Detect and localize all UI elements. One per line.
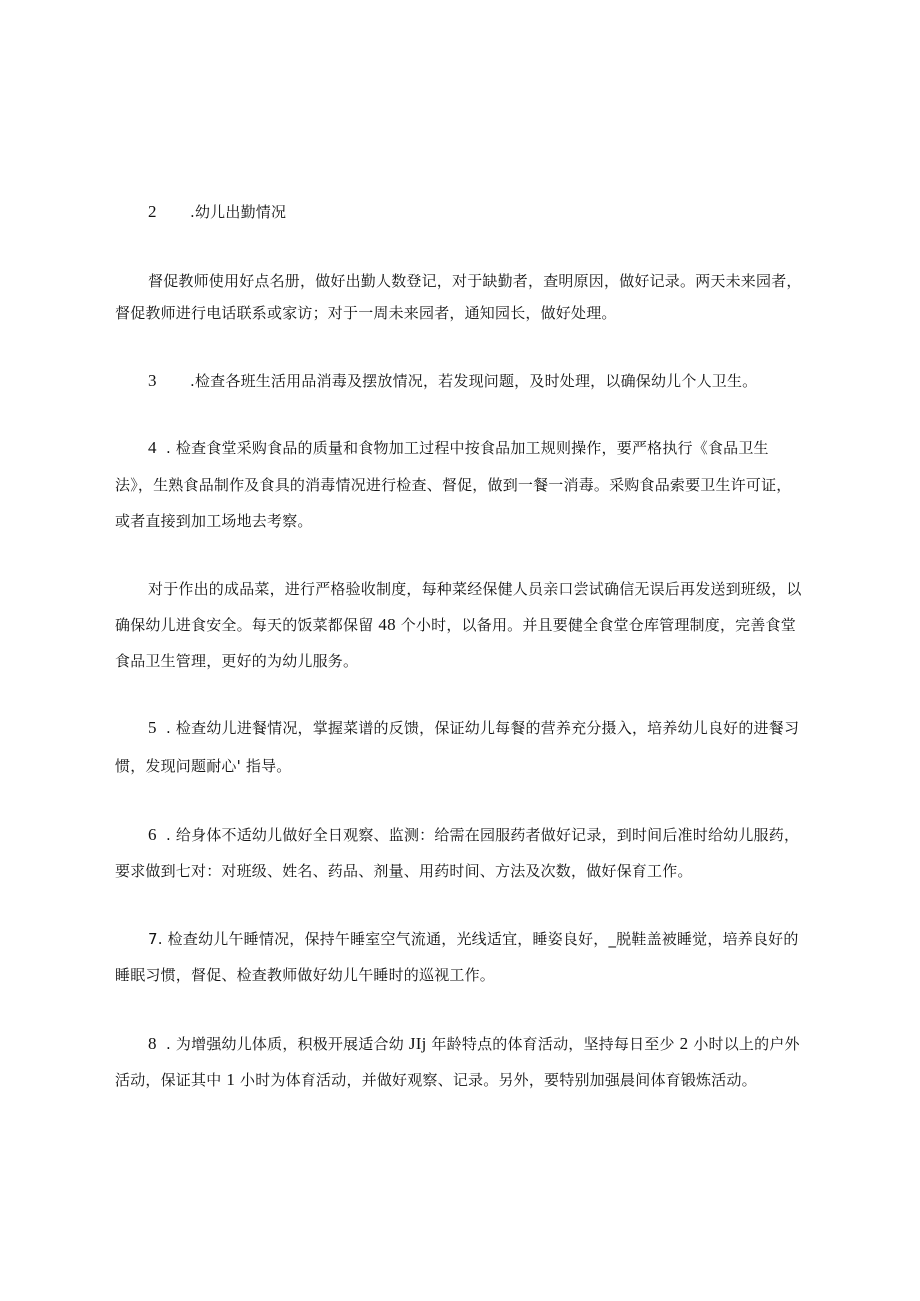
item-4-line-2: 法》，生熟食品制作及食具的消毒情况进行检查、督促，做到一餐一消毒。采购食品索要卫生许可证， <box>115 476 792 494</box>
item-5-number: 5 <box>148 718 157 737</box>
item-2-para-line-2: 督促教师进行电话联系或家访；对于一周未来园者，通知园长，做好处理。 <box>115 304 617 322</box>
item-6-line-2: 要求做到七对：对班级、姓名、药品、剂量、用药时间、方法及次数，做好保育工作。 <box>115 862 693 880</box>
item-8-line-2 <box>115 1069 815 1091</box>
item-2-para-line-1: 督促教师使用好点名册，做好出勤人数登记，对于缺勤者，查明原因，做好记录。两天未来园者， <box>148 272 802 290</box>
item-4-para-line-3: 食品卫生管理，更好的为幼儿服务。 <box>115 652 359 670</box>
item-8-ocr-glyph: JIj <box>408 1034 427 1053</box>
item-4-para-line-2 <box>115 614 815 636</box>
item-6-number: 6 <box>148 825 157 844</box>
item-8-hours-2: 2 <box>679 1034 689 1053</box>
item-3 <box>148 370 848 392</box>
item-7-line-1: 7. 检查幼儿午睡情况，保持午睡室空气流通，光线适宜，睡姿良好，_脱鞋盖被睡觉，培养良好的 <box>148 930 799 948</box>
item-8-line-1 <box>148 1033 848 1055</box>
item-8-hours-1: 1 <box>226 1070 236 1089</box>
item-6-line-1-text: . 给身体不适幼儿做好全日观察、监测：给需在园服药者做好记录，到时间后准时给幼儿服药， <box>166 826 800 844</box>
item-4-para-line-2-a: 确保幼儿进食安全。每天的饭菜都保留 <box>115 616 379 634</box>
item-4-para-line-2-b: 个小时，以备用。并且要健全食堂仓库管理制度，完善食堂 <box>395 616 796 634</box>
item-3-text: .检查各班生活用品消毒及摆放情况，若发现问题，及时处理，以确保幼儿个人卫生。 <box>190 372 758 390</box>
item-7-line-2: 睡眠习惯，督促、检查教师做好幼儿午睡时的巡视工作。 <box>115 966 496 984</box>
item-4-para-hours: 48 <box>378 615 396 634</box>
item-5-line-1 <box>148 717 848 739</box>
item-4-line-3: 或者直接到加工场地去考察。 <box>115 512 313 530</box>
item-5-line-1-text: . 检查幼儿进餐情况，掌握菜谱的反馈，保证幼儿每餐的营养充分摄入，培养幼儿良好的进餐习 <box>166 719 800 737</box>
item-8-line-1-c: 小时以上的户外 <box>688 1035 800 1053</box>
item-2-heading <box>148 201 848 223</box>
item-8-number: 8 <box>148 1034 157 1053</box>
item-8-line-2-b: 小时为体育活动，并做好观察、记录。另外，要特别加强晨间体育锻炼活动。 <box>235 1071 757 1089</box>
item-8-line-1-b: 年龄特点的体育活动，坚持每日至少 <box>426 1035 680 1053</box>
item-4-para-line-1: 对于作出的成品菜，进行严格验收制度，每种菜经保健人员亲口尝试确信无误后再发送到班级，以 <box>148 580 802 598</box>
item-4-number: 4 <box>148 438 157 457</box>
item-2-number: 2 <box>148 202 157 221</box>
item-5-line-2: 惯，发现问题耐心' 指导。 <box>115 757 292 775</box>
item-3-number: 3 <box>148 371 157 390</box>
item-6-line-1 <box>148 824 848 846</box>
item-4-line-1-text: . 检查食堂采购食品的质量和食物加工过程中按食品加工规则操作，要严格执行《食品卫生 <box>166 439 769 457</box>
item-8-line-1-a: . 为增强幼儿体质，积极开展适合幼 <box>166 1035 409 1053</box>
item-8-line-2-a: 活动，保证其中 <box>115 1071 227 1089</box>
item-4-line-1 <box>148 437 848 459</box>
item-2-heading-text: .幼儿出勤情况 <box>190 203 287 221</box>
